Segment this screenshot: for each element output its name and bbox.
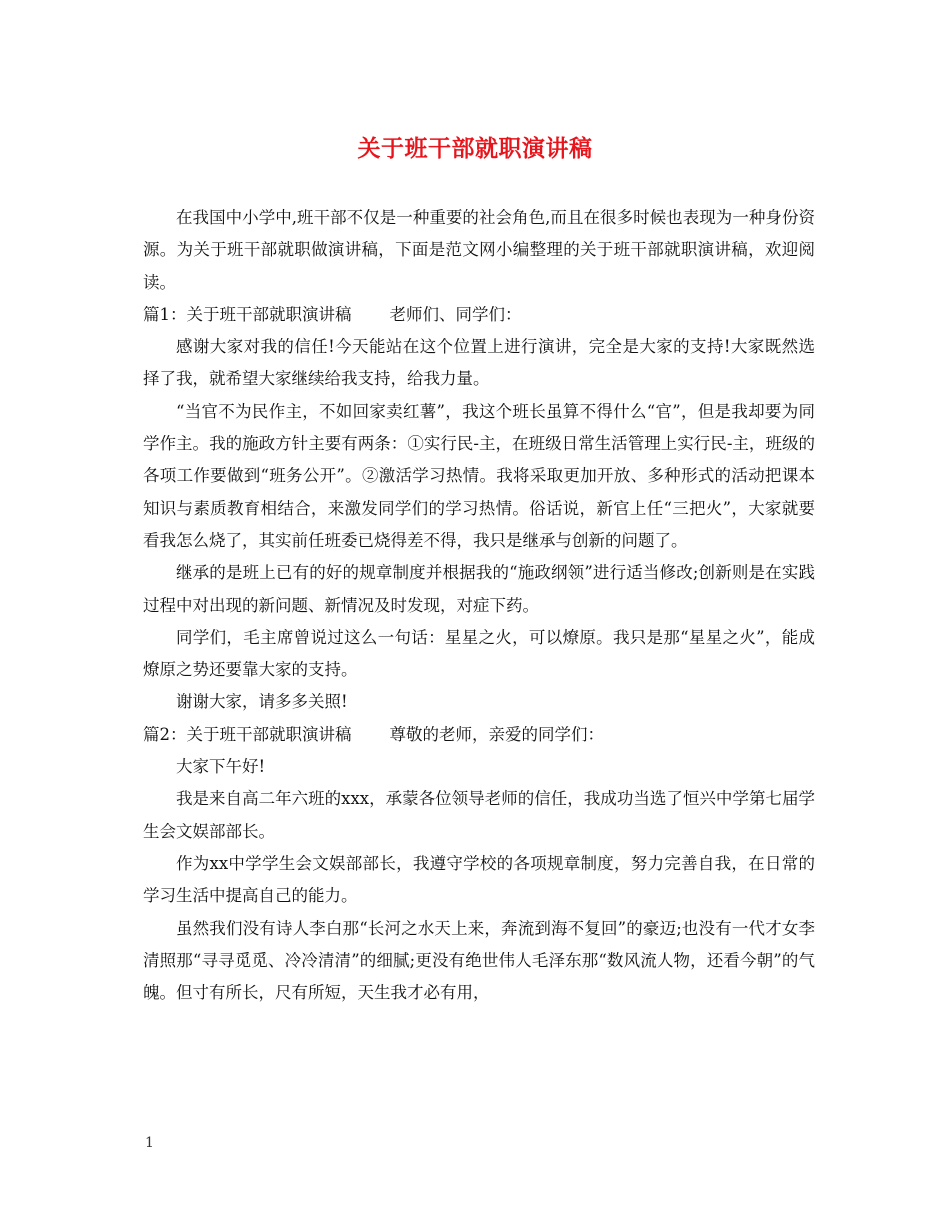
section-2-greeting: 尊敬的老师，亲爱的同学们： <box>389 724 604 744</box>
section-1-header <box>143 299 815 331</box>
section-1-paragraph: 感谢大家对我的信任!今天能站在这个位置上进行演讲，完全是大家的支持!大家既然选择了我，就希望大家继续给我支持，给我力量。 <box>143 337 815 389</box>
section-1-heading: 篇1：关于班干部就职演讲稿 <box>143 304 352 324</box>
section-1-paragraph: “当官不为民作主，不如回家卖红薯”，我这个班长虽算不得什么“官”，但是我却要为同学作主。我的施政方针主要有两条：①实行民-主，在班级日常生活管理上实行民-主，班级的各项工作要做到“班务公开”。②激活学习热情。我将采取更加开放、多种形式的活动把课本知识与素质教育相结合，来激发同学们的学习热情。俗话说，新官上任“三把火”，大家就要看我怎么烧了，其实前任班委已烧得差不得，我只是继承与创新的问题了。 <box>143 401 815 550</box>
document-title: 关于班干部就职演讲稿 <box>357 135 593 162</box>
section-2-paragraph: 我是来自高二年六班的xxx，承蒙各位领导老师的信任，我成功当选了恒兴中学第七届学生会文娱部部长。 <box>143 789 815 841</box>
section-2-heading: 篇2：关于班干部就职演讲稿 <box>143 724 352 744</box>
document-body <box>143 202 815 1009</box>
section-1-paragraph: 同学们，毛主席曾说过这么一句话：星星之火，可以燎原。我只是那“星星之火”，能成燎原之势还要靠大家的支持。 <box>143 627 815 680</box>
section-1-closing: 谢谢大家，请多多关照! <box>176 692 348 712</box>
section-2-paragraph: 虽然我们没有诗人李白那“长河之水天上来，奔流到海不复回”的豪迈;也没有一代才女李清照那“寻寻觅觅、冷冷清清”的细腻;更没有绝世伟人毛泽东那“数风流人物，还看今朝”的气魄。但寸有所长，尺有所短，天生我才必有用， <box>143 918 815 1003</box>
intro-paragraph: 在我国中小学中,班干部不仅是一种重要的社会角色,而且在很多时候也表现为一种身份资源。为关于班干部就职做演讲稿，下面是范文网小编整理的关于班干部就职演讲稿，欢迎阅读。 <box>143 208 815 292</box>
section-1-paragraph: 继承的是班上已有的好的规章制度并根据我的“施政纲领”进行适当修改;创新则是在实践过程中对出现的新问题、新情况及时发现，对症下药。 <box>143 563 815 615</box>
section-2-paragraph: 大家下午好! <box>176 757 266 777</box>
section-1-greeting: 老师们、同学们： <box>389 304 522 324</box>
section-2-paragraph: 作为xx中学学生会文娱部部长，我遵守学校的各项规章制度，努力完善自我，在日常的学习生活中提高自己的能力。 <box>143 853 815 906</box>
section-2-header <box>143 719 815 751</box>
page-number: 1 <box>145 1135 154 1151</box>
